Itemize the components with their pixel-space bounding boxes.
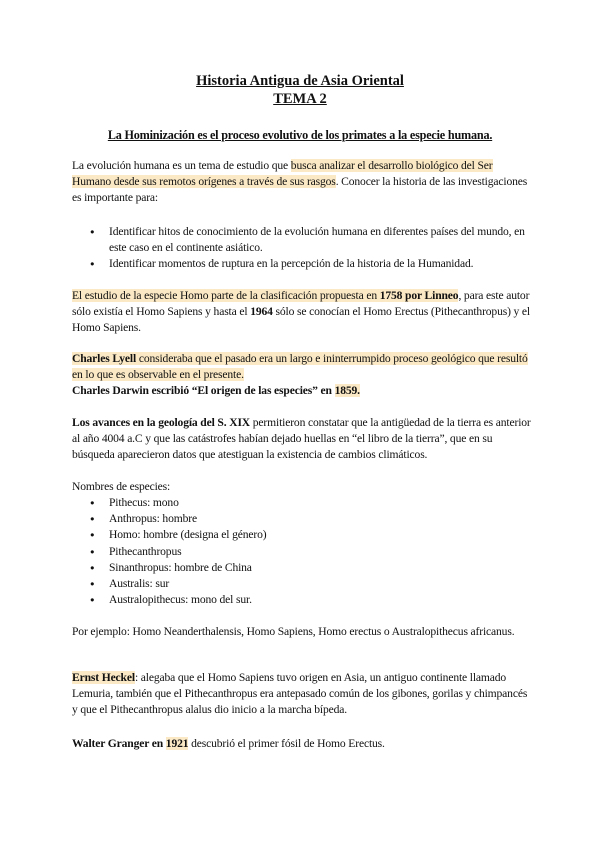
linneo-text-1: El estudio de la especie Homo parte de la clasificación propuesta en (72, 289, 380, 302)
subtitle: La Hominización es el proceso evolutivo de los primates a la especie humana. (107, 128, 493, 142)
geology-bold: Los avances en la geología del S. XIX (72, 416, 251, 429)
intro-text-1: La evolución humana es un tema de estudio que (72, 159, 291, 172)
intro-text-2: . Conocer la historia de las investigaciones es importante para: (72, 175, 528, 205)
list-item: ● Pithecanthropus (90, 544, 532, 560)
list-item: ● Sinanthropus: hombre de China (90, 560, 532, 576)
list-item: ● Australis: sur (90, 576, 532, 592)
lyell-text: consideraba que el pasado era un largo e ininterrumpido proceso geológico que resultó en lo que es observable en el presente. (72, 352, 528, 382)
linneo-bold-1: 1758 por Linneo (379, 289, 459, 302)
heckel-name: Ernst Heckel (72, 671, 135, 684)
document-title: Historia Antigua de Asia Oriental (196, 73, 404, 89)
granger-name: Walter Granger en (72, 737, 166, 750)
lyell-highlight (72, 352, 528, 381)
darwin-year: 1859. (334, 384, 360, 398)
examples-paragraph: Por ejemplo: Homo Neanderthalensis, Homo Sapiens, Homo erectus o Australopithecus africanus. (72, 625, 515, 638)
intro-highlight: busca analizar el desarrollo biológico del Ser Humano desde sus remotos orígenes a través de sus rasgos (72, 159, 493, 189)
linneo-paragraph (72, 288, 532, 337)
intro-paragraph (72, 158, 532, 207)
linneo-bold-2: 1964 (250, 305, 273, 319)
heckel-text: : alegaba que el Homo Sapiens tuvo origen en Asia, un antiguo continente llamado Lemuria, también que el Pithecanthropus era antepasado común de los gibones, gorilas y chimpancés y que el Pithecanthropus alalus dio inicio a la marcha bípeda. (72, 671, 528, 717)
list-item: ● Pithecus: mono (90, 495, 532, 511)
topic-heading: TEMA 2 (273, 91, 327, 107)
species-label: Nombres de especies: (72, 480, 171, 493)
geology-text: permitieron constatar que la antigüedad de la tierra es anterior al año 4004 a.C y que las catástrofes habían dejado huellas en “el libro de la tierra”, que en su búsqueda aparecieron datos que atestiguan la existencia de cambios climáticos. (72, 416, 531, 462)
heckel-paragraph (72, 670, 532, 719)
linneo-highlight (72, 289, 458, 302)
geology-paragraph (72, 415, 532, 464)
list-item: ● Identificar hitos de conocimiento de la evolución humana en diferentes países del mundo, en este caso en el continente asiático. (90, 224, 532, 256)
list-item: ● Homo: hombre (designa el género) (90, 527, 532, 543)
goals-list (90, 224, 532, 273)
list-item: ● Identificar momentos de ruptura en la percepción de la historia de la Humanidad. (90, 256, 532, 272)
granger-paragraph (72, 736, 532, 752)
darwin-text: Charles Darwin escribió “El origen de las especies” en (72, 384, 335, 398)
linneo-text-3: sólo se conocían el Homo Erectus (Pithecanthropus) y el Homo Sapiens. (72, 305, 531, 335)
granger-year: 1921 (165, 737, 189, 750)
species-list (90, 495, 532, 608)
linneo-text-2: , para este autor sólo existía el Homo Sapiens y hasta el (72, 289, 530, 319)
lyell-name: Charles Lyell (72, 352, 137, 365)
list-item: ● Anthropus: hombre (90, 511, 532, 527)
lyell-paragraph (72, 351, 532, 400)
list-item: ● Australopithecus: mono del sur. (90, 592, 532, 608)
granger-text: descubrió el primer fósil de Homo Erectus. (188, 737, 385, 750)
